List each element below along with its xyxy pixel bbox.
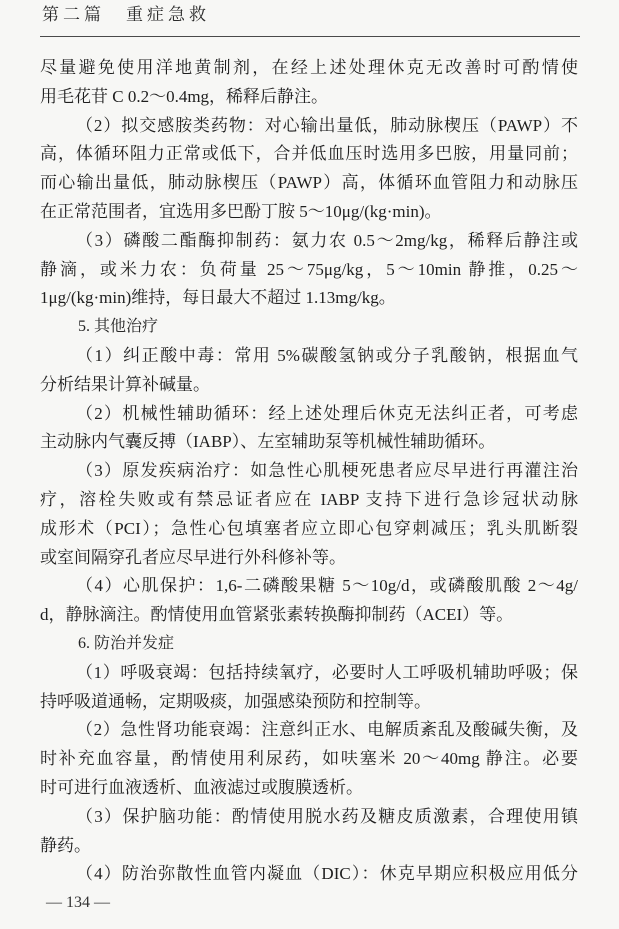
running-header-title: 第二篇 重症急救 — [42, 5, 210, 24]
section-heading-other-treatment: 5. 其他治疗 — [78, 318, 159, 336]
text-line: 静药。 — [40, 835, 91, 855]
paragraph-sympathomimetics — [40, 112, 578, 227]
text-line: 尽量避免使用洋地黄制剂，在经上述处理休克无改善时可酌情使 — [40, 58, 578, 77]
paragraph-brain-protection — [40, 803, 578, 861]
text-line: 1μg/(kg·min)维持，每日最大不超过 1.13mg/kg。 — [40, 288, 396, 308]
paragraph-continued-digitalis — [40, 54, 578, 112]
text-line: 成形术（PCI）；急性心包填塞者应立即心包穿刺减压；乳头肌断裂 — [40, 518, 578, 538]
text-line: （4）防治弥散性血管内凝血（DIC）：休克早期应积极应用低分 — [76, 864, 578, 884]
header-rule — [40, 36, 580, 37]
paragraph-mechanical-support — [40, 400, 578, 458]
text-line: 时可进行血液透析、血液滤过或腹膜透析。 — [40, 777, 363, 797]
text-line: 持呼吸道通畅，定期吸痰，加强感染预防和控制等。 — [40, 691, 431, 711]
text-line: （3）保护脑功能：酌情使用脱水药及糖皮质激素，合理使用镇 — [76, 806, 578, 826]
text-line: 疗，溶栓失败或有禁忌证者应在 IABP 支持下进行急诊冠状动脉 — [40, 489, 578, 509]
text-line: 用毛花苷 C 0.2～0.4mg，稀释后静注。 — [40, 86, 329, 106]
text-line: （3）磷酸二酯酶抑制药：氨力农 0.5～2mg/kg，稀释后静注或 — [76, 230, 578, 250]
text-line: 高，体循环阻力正常或低下，合并低血压时选用多巴胺，用量同前； — [40, 144, 578, 164]
text-line: （2）机械性辅助循环：经上述处理后休克无法纠正者，可考虑 — [76, 403, 578, 423]
paragraph-renal-failure — [40, 716, 578, 802]
page-number: — 134 — — [46, 894, 110, 911]
paragraph-primary-disease — [40, 457, 578, 572]
text-line: （3）原发疾病治疗：如急性心肌梗死患者应尽早进行再灌注治 — [76, 461, 578, 481]
text-line: 分析结果计算补碱量。 — [40, 374, 210, 394]
paragraph-pde-inhibitors — [40, 227, 578, 313]
text-line: 在正常范围者，宜选用多巴酚丁胺 5～10μg/(kg·min)。 — [40, 201, 442, 221]
text-line: 或室间隔穿孔者应尽早进行外科修补等。 — [40, 547, 346, 567]
text-line: 时补充血容量，酌情使用利尿药，如呋塞米 20～40mg 静注。必要 — [40, 749, 578, 769]
text-line: （4）心肌保护：1,6-二磷酸果糖 5～10g/d，或磷酸肌酸 2～4g/ — [76, 576, 578, 596]
text-line: （2）拟交感胺类药物：对心输出量低，肺动脉楔压（PAWP）不 — [76, 115, 578, 135]
paragraph-dic — [40, 860, 578, 889]
paragraph-myocardial-protection — [40, 572, 578, 630]
text-line: 静滴，或米力农：负荷量 25～75μg/kg，5～10min 静推，0.25～ — [40, 259, 578, 279]
text-line: 主动脉内气囊反搏（IABP）、左室辅助泵等机械性辅助循环。 — [40, 432, 496, 452]
section-heading-complications: 6. 防治并发症 — [78, 634, 175, 652]
text-line: （1）呼吸衰竭：包括持续氧疗，必要时人工呼吸机辅助呼吸；保 — [76, 662, 578, 682]
text-line: （2）急性肾功能衰竭：注意纠正水、电解质紊乱及酸碱失衡，及 — [76, 720, 578, 740]
text-line: （1）纠正酸中毒：常用 5%碳酸氢钠或分子乳酸钠，根据血气 — [76, 345, 578, 365]
paragraph-respiratory-failure — [40, 659, 578, 717]
page-body — [40, 54, 578, 889]
text-line: 而心输出量低，肺动脉楔压（PAWP）高，体循环血管阻力和动脉压 — [40, 173, 578, 193]
paragraph-acidosis — [40, 342, 578, 400]
text-line: d，静脉滴注。酌情使用血管紧张素转换酶抑制药（ACEI）等。 — [40, 605, 514, 625]
